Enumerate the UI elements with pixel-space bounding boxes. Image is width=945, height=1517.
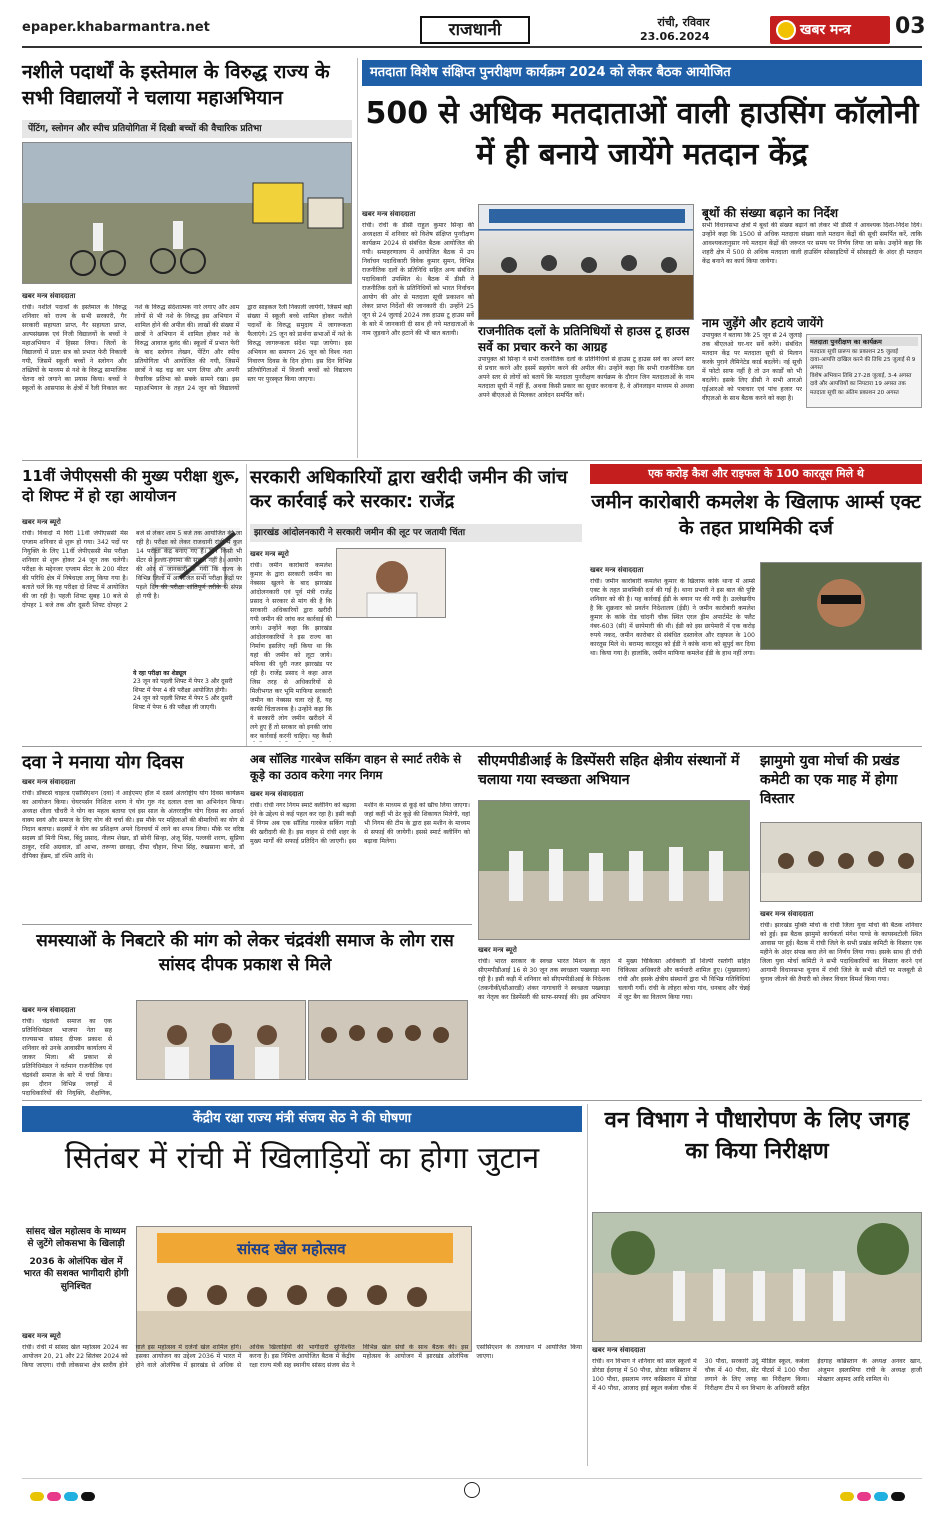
sports-bar: केंद्रीय रक्षा राज्य मंत्री संजय सेठ ने की घोषणा — [22, 1106, 582, 1132]
column-rule — [357, 58, 358, 458]
chandravanshi-byline: खबर मन्त्र संवाददाता — [22, 1006, 76, 1014]
land-headline: सरकारी अधिकारियों द्वारा खरीदी जमीन की जांच कर कार्रवाई करे सरकार: राजेंद्र — [250, 467, 568, 513]
swatch-yellow — [30, 1492, 44, 1501]
drugs-headline: नशीले पदार्थों के इस्तेमाल के विरुद्ध राज्य के सभी विद्यालयों ने चलाया महाअभियान — [22, 61, 330, 109]
polling-sub1: राजनीतिक दलों के प्रतिनिधियों से हाउस टू हाउस सर्वे का प्रचार करने का आग्रह — [478, 324, 690, 354]
cycle-rally-illustration — [23, 143, 352, 284]
sports-photo-banner: सांसद खेल महोत्सव — [237, 1240, 346, 1258]
swatch-yellow — [840, 1492, 854, 1501]
page-number: 03 — [895, 14, 926, 39]
jmm-photo — [760, 822, 922, 902]
cci-headline: सीएमपीडीआई के डिस्पेंसरी सहित क्षेत्रीय संस्थानों में चलाया गया स्वच्छता अभियान — [478, 753, 740, 788]
vehicle-byline: खबर मन्त्र संवाददाता — [250, 790, 304, 798]
color-swatches-left — [30, 1486, 98, 1505]
portrait-illustration — [337, 549, 446, 618]
land-strap: झारखंड आंदोलनकारी ने सरकारी जमीन की लूट पर जतायी चिंता — [250, 524, 582, 542]
jpsc-body: रांची। विवादों में घिरी 11वीं जेपीएससी मेंस एग्जाम शनिवार से शुरू हो गया। 342 पदों पर नियुक्ति के लिए 11वीं जेपीएससी मेंस परीक्षा शनिवार से शुरू होकर 24 जून तक चलेगी। परीक्षा के मद्देनजर एग्जाम सेंटर के 200 मीटर की परिधि क्षेत्र में निषेधाज्ञा लागू किया गया है। बताते चलें कि यह परीक्षा दो शिफ्ट में आयोजित की जा रही है। पहली शिफ्ट सुबह 10 बजे से दोपहर 1 बजे तक और दूसरी शिफ्ट दोपहर 2 बजे से लेकर शाम 5 बजे तक आयोजित की जा रही है। परीक्षा को लेकर राजधानी रांची में कुल 14 परीक्षा केंद्र बनाए गए हैं। दिन किसी भी सेंटर से हल्ला-हंगामा की सूचना नहीं है। आयोग की ओर से जानकारी दी गयी कि राज्य के विभिन्न जिलों में आयोजित सभी परीक्षा केंद्रों पर पहले दिन की परीक्षा शांतिपूर्ण तरीके से संपन्न हो गयी है। — [22, 530, 242, 609]
sports-body: रांची। रांची में सांसद खेल महोत्सव 2024 का आयोजन 20, 21 और 22 सितंबर 2024 को किया जाएगा। रांची लोकसभा क्षेत्र स्तरीय होने वाले इस महोत्सव में दर्जनों खेल शामिल होंगे। इसका आयोजन का उद्देश्य 2036 में भारत में होने वाले ओलंपिक में झारखंड से अधिक से अधिक खिलाड़ियों की भागीदारी सुनिश्चित करना है। इस निमित्त आयोजित बैठक में केंद्रीय रक्षा राज्य मंत्री सह स्थानीय सांसद संजय सेठ ने विभिन्न खेल संघों के साथ बैठक की। इस महोत्सव के आयोजन में झारखंड ओलंपिक एसोसिएशन के तत्वाधान में आयोजित किया जाएगा। — [22, 1344, 582, 1369]
section-title: राजधानी — [420, 16, 530, 44]
polling-sub2: बूथों की संख्या बढ़ाने का निर्देश — [702, 206, 839, 220]
schedule-item: दावा-आपत्ति दाखिल करने की तिथि 25 जुलाई से 9 अगस्त — [810, 357, 916, 372]
jmm-body: रांची। झारखंड मुक्ति मोर्चा के रांची जिला युवा मोर्चा की बैठक शनिवार को हुई। इस बैठक झामुमो कार्यकर्ता मंगेश पाण्डे के कायस्थटोली स्थित आवास पर हुई। बैठक में रांची जिले के सभी प्रखंड कमिटी के विस्तार एक महीने के अंदर संपन्न करा लेने का निर्णय लिया गया। इसके साथ ही रांची जिला युवा मोर्चा कमिटी ने सभी पदाधिकारियों का विस्तार करने एवं आगामी विधानसभा चुनाव में रांची जिले के सभी सीटों पर मजबूती से चुनाव जीतने की तैयारी को लेकर विचार विमर्श किया गया। — [760, 922, 922, 983]
swatch-black — [891, 1492, 905, 1501]
meeting-illustration — [479, 205, 694, 320]
polling-schedule-box — [806, 334, 922, 408]
polling-meeting-photo — [478, 204, 694, 320]
forest-byline: खबर मन्त्र संवाददाता — [592, 1346, 646, 1354]
schedule-item: मतदाता सूची का अंतिम प्रकाशन 20 अगस्त — [810, 389, 899, 396]
polling-byline: खबर मन्त्र संवाददाता — [362, 210, 416, 218]
jpsc-note-title: ये रहा परीक्षा का शेड्यूल — [133, 670, 187, 677]
column-rule — [587, 1104, 588, 1466]
section-divider — [22, 924, 472, 925]
swatch-magenta — [857, 1492, 871, 1501]
polling-sub1-body: उपायुक्त श्री सिन्हा ने सभी राजनीतिक दलों के प्रतिनिधियों से हाउस टू हाउस सर्वे का अपने स्तर से प्रचार करने और इसमें सहयोग करने की अपील की। उन्होंने कहा कि सभी राजनीतिक दल अपने स्तर से लोगों को बतायें कि मतदाता पुनरीक्षण कार्यक्रम के दौरान जिन मतदाताओं के नाम मतदाता सूची में नहीं हैं, अथवा किसी प्रकार का सुधार करवाना है, वे ऑनलाइन माध्यम से अथवा अपने बीएलओ से मिलकर आवेदन समर्पित करें। — [478, 356, 694, 399]
cci-body: रांची। भारत सरकार के स्वच्छ भारत मिशन के तहत सीएमपीडीआई 16 से 30 जून तक स्वच्छता पखवाड़ा मना रही है। इसी कड़ी में शनिवार को सीएमपीडीआई के निदेशक (तकनीकी/सीआरडी) शंकर नागाचारी ने स्वच्छता पखवाड़ा का नेतृत्व कर डिस्पेंसरी की साफ-सफाई की। इस अभियान में मुख्य चिकित्सा अधिकारी डॉ शिल्पी रस्तोगी सहित चिकित्सा अधिकारी और कर्मचारी शामिल हुए। (मुख्यालय) रांची और इसके क्षेत्रीय संस्थानों द्वारा भी विभिन्न गतिविधियां चलायी गयीं। रांची के लोहरा कोचा गांव, धनबाद और चेन्नई में जूट बैग का वितरण किया गया। — [478, 958, 750, 1001]
chandravanshi-body: रांची। चंद्रवंशी समाज का एक प्रतिनिधिमंडल भाजपा नेता सह राज्यसभा सांसद दीपक प्रकाश से शनिवार को उनके आवासीय कार्यालय में जाकर मिला। श्री प्रकाश से प्रतिनिधिमंडल ने वर्तमान राजनीतिक एवं चंद्रवंशी समाज के बारे में चर्चा किया। इस दौरान विभिन्न जगहों में पदाधिकारियों की नियुक्ति, शैक्षणिक, — [22, 1018, 112, 1096]
kamlesh-body: रांची। जमीन कारोबारी कमलेश कुमार के खिलाफ कांके थाना में आर्म्स एक्ट के तहत प्राथमिकी दर्ज की गई है। थाना प्रभारी ने इस बात की पुष्टि शनिवार को की है। यह कार्रवाई ईडी के बयान पर की गयी है। उल्लेखनीय है कि शुक्रवार को प्रवर्तन निदेशालय (ईडी) ने जमीन कारोबारी कमलेश कुमार के कांके रोड चांदनी चौक स्थित एरल ड्रीम अपार्टमेंट के फ्लैट नंबर-603 (सी) में छापेमारी की थी। ईडी को इस छापेमारी में एक करोड़ रुपये नकद, जमीन कारोबार से संबंधित दस्तावेज और राइफल के 100 कारतूस मिले थे। बरामद कारतूस को ईडी ने कांके थाना को सुपुर्द कर दिया था। किया गया है। हालांकि, जमीन माफिया कमलेश ईडी के हाथ नहीं लगा। — [590, 578, 755, 657]
section-divider — [22, 460, 922, 461]
sports-byline: खबर मन्त्र ब्यूरो — [22, 1332, 61, 1340]
schedule-item: विशेष अभियान तिथि 27-28 जुलाई, 3-4 अगस्त — [810, 373, 912, 380]
sports-headline: सितंबर में रांची में खिलाड़ियों का होगा जुटान — [64, 1141, 540, 1176]
schedule-item: मतदाता सूची प्रारूप का प्रकाशन 25 जुलाई — [810, 349, 899, 355]
dateline — [640, 16, 710, 45]
swatch-black — [81, 1492, 95, 1501]
polling-bar: मतदाता विशेष संक्षिप्त पुनरीक्षण कार्यक्रम 2024 को लेकर बैठक आयोजित — [362, 60, 922, 86]
polling-headline: 500 से अधिक मतदाताओं वाली हाउसिंग कॉलोनी में ही बनाये जायेंगे मतदान केंद्र — [365, 96, 919, 172]
section-divider — [22, 746, 922, 747]
kamlesh-photo — [760, 562, 922, 650]
schedule-item: दावे और आपत्तियों का निपटारा 19 अगस्त तक — [810, 381, 906, 388]
chandravanshi-photo-2 — [308, 1000, 468, 1080]
jpsc-byline: खबर मन्त्र ब्यूरो — [22, 518, 61, 526]
brand-emblem-icon — [776, 20, 796, 40]
brand-logo-box: खबर मन्त्र — [770, 16, 890, 44]
kamlesh-headline: जमीन कारोबारी कमलेश के खिलाफ आर्म्स एक्ट के तहत प्राथमिकी दर्ज — [591, 491, 921, 539]
cci-photo — [478, 800, 750, 940]
chandravanshi-photo-1 — [136, 1000, 306, 1080]
polling-sub3: नाम जुड़ेंगे और हटाये जायेंगे — [702, 316, 824, 330]
sports-meeting-illustration — [137, 1227, 472, 1352]
land-portrait-photo — [336, 548, 446, 618]
swatch-magenta — [47, 1492, 61, 1501]
person-sunglasses-illustration — [761, 563, 922, 650]
land-byline: खबर मन्त्र ब्यूरो — [250, 550, 289, 558]
sports-side1: सांसद खेल महोत्सव के माध्यम से जुटेंगे लोकसभा के खिलाड़ी — [25, 1227, 127, 1250]
drugs-body: रांची। नशीले पदार्थों के इस्तेमाल के विरुद्ध शनिवार को राज्य के सभी सरकारी, गैर सरकारी सहायता प्राप्त, गैर सहायता प्राप्त, अल्पसंख्यक एवं निजी विद्यालयों के बच्चों ने महाअभियान में हिस्सा लिया। जिलों के विद्यालयों में प्रातः सत्र को प्रभात फेरी निकाली गयी, जिसमें स्कूली बच्चों ने स्लोगन और तख्तियों के माध्यम से नशे के विरुद्ध सामाजिक चेतना को जगाने का प्रयास किया। बच्चों ने स्कूलों के आसपास के क्षेत्रों में रैली निकाल कर नशे के विरुद्ध संदेशात्मक नारे लगाए और आम लोगों से भी नशे के विरुद्ध इस अभियान में शामिल होने की अपील की। लाखों की संख्या में छात्रों ने अभियान में शामिल होकर नशे के विरुद्ध आवाज बुलंद की। स्कूलों में प्रभात फेरी के बाद स्लोगन लेखन, पेंटिंग और स्पीच प्रतियोगिता भी आयोजित की गयी, जिसमें छात्रों ने बढ़ चढ़ कर भाग लिया और अपनी वैचारिक प्रतिभा को सबके सामने रखा। इस महाअभियान के तहत 24 जून को विद्यालयों द्वारा साइकल रैली निकाली जायेगी, जिसमें बड़ी संख्या में स्कूली बच्चे शामिल होकर नशीले पदार्थों के विरुद्ध समुदाय में जागरूकता फैलाएंगे। 25 जून को प्रार्थना सभाओं में नशे के विरुद्ध जागरूकता संदेश पढ़ा जायेगा। इस अभियान का समापन 26 जून को विश्व नशा निवारण दिवस के दिन होगा। इस दिन विभिन्न प्रतियोगिताओं में विजयी बच्चों को विद्यालय स्तर पर पुरस्कृत किया जाएगा। — [22, 304, 352, 392]
forest-body: रांची। वन विभाग ने शनिवार को साल स्कूलों में डोरंडा ईदगाह में 50 पौधा, डोरंडा कब्रिस्तान में 100 पौधा, इसलाम नगर कब्रिस्तान में डोरंडा में 40 पौधा, आजाद हाई स्कूल कर्बला चौक में 30 पौधा, सरकारी उर्दू मीडिल स्कूल, कर्बला चौक में 40 पौधा, सेंट पीटर्स में 100 पौधा लगाने के लिए जगह का निरीक्षण किया। निरीक्षण टीम में वन विभाग के अधिकारी सहित ईदगाह कब्रिस्तान के अध्यक्ष अनवर खान, अंजुमन इस्लामिया रांची के अध्यक्ष हाजी मोख्तार अहमद आदि शामिल थे। — [592, 1358, 922, 1392]
delegation-illustration — [137, 1001, 306, 1080]
vehicle-body: रांची। रांची नगर निगम स्मार्ट क्लीनिंग को बढ़ावा देने के उद्देश्य से कई पहल कर रहा है। इसी कड़ी में निगम अब एक सॉलिड गारबेज सकिंग गाड़ी की खरीदारी की है। इस वाहन से रांची शहर के मुख्य मार्गों की सफाई प्रतिदिन की जाएगी। इस मशीन के माध्यम से कूड़े को खींच लिया जाएगा। जहां कहीं भी ढेर कूड़े की शिकायत मिलेगी, वहां भी निगम की टीम के द्वारा इस मशीन के माध्यम से सफाई की जायेगी। इससे स्मार्ट क्लीनिंग को बढ़ावा मिलेगा। — [250, 802, 470, 845]
column-rule — [246, 464, 247, 746]
drugs-strap: पेंटिंग, स्लोगन और स्पीच प्रतियोगिता में दिखी बच्चों की वैचारिक प्रतिभा — [22, 120, 352, 138]
jmm-byline: खबर मन्त्र संवाददाता — [760, 910, 814, 918]
yoga-body: रांची। डॉक्टर्स चाइल्ड एसोसिएशन (दवा) ने आईएमए हॉल में दसवें अंतर्राष्ट्रीय योग दिवस कार्यक्रम का आयोजन किया। चेयरपर्सन निशिता शरण ने योग गुरु नंद दलाल दत्ता का अभिनंदन किया। अध्यक्ष शीला चौधरी ने योग का महत्व बताया एवं इस साल के अंतरराष्ट्रीय योग दिवस का आदर्श वाक्य स्वयं और समाज के लिए योग की चर्चा की। इस मौके पर महिलाओं की बीमारियों का योग से निदान बताया। सदस्यों ने योग का प्रशिक्षण अपने दिनचर्या में लाने का शपथ लिया। मौके पर वरिष्ठ सदस्य डॉ मिनी मिश्रा, बिंदु प्रसाद, नीलम शेखर, डॉ सोनी सिन्हा, अंजू सिंह, पल्लवी शरण, सुप्रिया ठाकुर, राशि अग्रवाल, डॉ आभा, तरूणा छावड़ा, दीपा चौहान, विभा सिंह, रुखसाना बानो, डॉ दीपिका हेंब्रम, डॉ रश्मि आदि थे। — [22, 790, 244, 860]
cci-byline: खबर मन्त्र ब्यूरो — [478, 946, 517, 954]
jpsc-note-line: 24 जून को पहली शिफ्ट में पेपर 5 और दूसरी शिफ्ट में पेपर 6 की परीक्षा ली जाएगी। — [133, 695, 233, 711]
section-divider — [22, 1100, 922, 1101]
vehicle-headline: अब सॉलिड गारबेज सकिंग वाहन से स्मार्ट तरीके से कूड़े का उठाव करेगा नगर निगम — [250, 752, 461, 782]
site-url: epaper.khabarmantra.net — [22, 20, 210, 35]
drugs-rally-photo — [22, 142, 352, 284]
group-photo-illustration — [309, 1001, 468, 1080]
sports-sidebar — [22, 1226, 130, 1293]
polling-body: रांची। रांची के डीसी राहुल कुमार सिन्हा की अध्यक्षता में शनिवार को विशेष संक्षिप्त पुनरीक्षण कार्यक्रम 2024 से संबंधित बैठक आयोजित की गयी। समाहरणालय में आयोजित बैठक में उप निर्वाचन पदाधिकारी विवेक कुमार सुमन, विभिन्न राजनीतिक दलों के प्रतिनिधि सहित अन्य संबंधित पदाधिकारी उपस्थित थे। बैठक में डीसी ने राजनीतिक दलों के प्रतिनिधियों को भारत निर्वाचन आयोग की ओर से मतदाता सूची प्रकाशन को लेकर प्राप्त निर्देशों की जानकारी दी। उन्होंने 25 जून से 24 जुलाई 2024 तक हाउस टू हाउस सर्वे के बारे में जानकारी दी साथ ही नये मतदाताओं के नाम जुड़वाने और हटाने की भी बात बतायी। — [362, 222, 474, 337]
jpsc-schedule-note — [133, 670, 243, 712]
jpsc-headline: 11वीं जेपीएससी की मुख्य परीक्षा शुरू, दो शिफ्ट में हो रहा आयोजन — [22, 467, 240, 506]
yoga-byline: खबर मन्त्र संवाददाता — [22, 778, 76, 786]
city-day: रांची, रविवार — [657, 16, 710, 29]
land-body: रांची। जमीन कारोबारी कमलेश कुमार के द्वारा सरकारी जमीन का नेक्सस खुलने के बाद झारखंड आंदोलनकारी एवं पूर्व मंत्री राजेंद्र प्रसाद ने सरकार से मांग की है कि सरकारी अधिकारियों द्वारा खरीदी गयी जमीन की जांच कर कार्रवाई की जाये। उन्होंने कहा कि झारखंड आंदोलनकारियों ने इस राज्य का निर्माण इसलिए नहीं किया था कि यहां की जमीन को लूटा जाये। मफिया की धुरी नजर झारखंड पर रही है। राजेंद्र प्रसाद ने कहा आज जिस तरह से अधिकारियों से मिलीभगत कर भूमि माफिया सरकारी जमीन का नेक्सस चला रहे हैं, यह काफी चिंताजनक है। उन्होंने कहा कि ये सरकारी लोग जमीन खरीदने में लगे हुए हैं तो सरकार को इनकी जांच कर कार्रवाई करनी चाहिए। यह कैसी — [250, 562, 332, 740]
drugs-byline: खबर मन्त्र संवाददाता — [22, 292, 76, 300]
forest-headline: वन विभाग ने पौधारोपण के लिए जगह का किया निरीक्षण — [604, 1108, 910, 1164]
swatch-cyan — [64, 1492, 78, 1501]
kamlesh-byline: खबर मन्त्र संवाददाता — [590, 566, 644, 574]
sports-side2: 2036 के ओलंपिक खेल में भारत की सशक्त भागीदारी होगी सुनिश्चित — [23, 1257, 129, 1292]
forest-photo — [592, 1212, 922, 1342]
jpsc-note-line: 23 जून को पहली शिफ्ट में पेपर 3 और दूसरी शिफ्ट में पेपर 4 की परीक्षा आयोजित होगी। — [133, 678, 233, 694]
sports-photo — [136, 1226, 472, 1352]
polling-sub2-body: सभी विधानसभा क्षेत्रों में बूथों की संख्या बढ़ाने को लेकर भी डीसी ने आवश्यक दिशा-निर्देश दिये। उन्होंने कहा कि 1500 से अधिक मतदाता संख्या वाले मतदान केंद्रों की सूची समर्पित करें, ताकि आवश्यकतानुसार नये मतदान केंद्रों की जरूरत पर समय पर निर्णय लिया जा सके। उन्होंने कहा कि शहरी क्षेत्र में 500 से अधिक मतदाता वाली हाउसिंग सोसाइटियों में सोसाइटी के अंदर ही मतदान केंद्र बनाने का कार्य किया जायेगा। — [702, 222, 922, 265]
polling-sub3-body: उपायुक्त ने बताया कि 25 जून से 24 जुलाई तक बीएलओ घर-घर सर्वे करेंगे। संबंधित मतदान केंद्र पर मतदाता सूची से मिलान करके पुराने लैमिनेटेड कार्ड बदलेंगे। नई सूची में फोटो साफ नहीं है तो उन कार्डों को भी बदलेंगे। इसके लिए डीसी ने सभी आरओ एईआरओ को पत्राचार एवं पांच हजार पर वीएलओ के साथ बैठक करने को कहा है। — [702, 332, 802, 402]
jmm-headline: झामुमो युवा मोर्चा की प्रखंड कमेटी का एक माह में होगा विस्तार — [760, 753, 900, 807]
swatch-cyan — [874, 1492, 888, 1501]
date: 23.06.2024 — [640, 30, 710, 44]
registration-mark-icon — [464, 1482, 480, 1498]
group-meeting-illustration — [761, 823, 922, 902]
color-swatches-right — [840, 1486, 908, 1505]
schedule-title: मतदाता पुनरीक्षण का कार्यक्रम — [810, 337, 918, 346]
kamlesh-bar: एक करोड़ कैश और राइफल के 100 कारतूस मिले थे — [590, 464, 922, 484]
cleanliness-drive-illustration — [479, 801, 750, 940]
forest-inspection-illustration — [593, 1213, 922, 1342]
chandravanshi-headline: समस्याओं के निबटारे की मांग को लेकर चंद्रवंशी समाज के लोग रास सांसद दीपक प्रकाश से मिले — [36, 931, 454, 975]
yoga-headline: दवा ने मनाया योग दिवस — [22, 752, 184, 773]
